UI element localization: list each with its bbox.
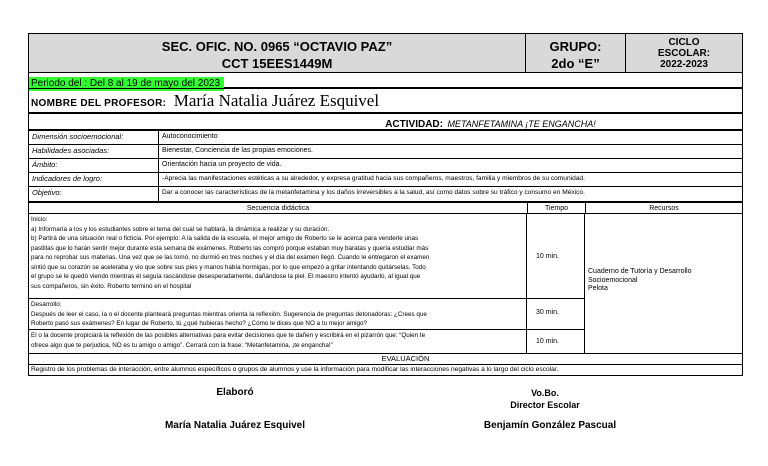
header-school-cell (28, 33, 526, 73)
inicio-line: sus compañeros, sin éxito. Roberto terminó en el hospital (31, 282, 192, 290)
elaboro-label: Elaboró (216, 387, 254, 398)
cierre-cell (28, 329, 527, 354)
info-value: -Aprecia las manifestaciones estéticas a su alrededor, y expresa gratitud hacia sus compañeros, maestros, familia y miembros de su comunidad. (158, 173, 742, 186)
profesor-name: María Natalia Juárez Esquivel (173, 91, 380, 110)
recursos-cell (584, 213, 743, 354)
actividad-label: ACTIVIDAD: (385, 119, 443, 130)
inicio-line: el grupo se le quedó viendo mientras él seguía rascándose desesperadamente, dañándose la piel. El maestro intentó ayudarlo, al igual que (31, 273, 421, 280)
recursos-line: Cuaderno de Tutoría y Desarrollo (588, 268, 692, 275)
info-label: Indicadores de logro: (32, 174, 103, 183)
grupo-label: GRUPO: (549, 39, 602, 54)
ciclo-label-1: CICLO (668, 37, 700, 48)
info-value: Bienestar, Conciencia de las propias emociones. (158, 145, 742, 158)
profesor-label: NOMBRE DEL PROFESOR: (31, 98, 167, 109)
inicio-line: sintió que su corazón se aceleraba y vio que sobre sus pies y manos había hormigas, por lo que empezó a gritar intentando quitárselas. Todo (31, 263, 426, 271)
recursos-line: Socioemocional (588, 276, 638, 284)
ciclo-value: 2022-2023 (660, 59, 708, 70)
cierre-tiempo: 10 min. (536, 338, 559, 345)
info-row-ambito (28, 158, 743, 173)
evaluacion-text-row (28, 364, 743, 376)
inicio-line: para no reprobar sus materias. Una vez que se las tomó, no durmió en tres noches y el día del examen llegó. Cuando le entregaron el examen (31, 254, 430, 261)
info-label: Habilidades asociadas: (32, 146, 110, 155)
grupo-value: 2do “E” (551, 56, 600, 71)
inicio-line: Inicio: (31, 216, 48, 223)
actividad-value: METANFETAMINA ¡TE ENGANCHA! (447, 119, 596, 129)
desarrollo-cell (28, 298, 527, 330)
info-label: Objetivo: (32, 188, 62, 197)
school-name: SEC. OFIC. NO. 0965 “OCTAVIO PAZ” (161, 39, 393, 54)
info-table (28, 130, 743, 202)
inicio-cell (28, 213, 527, 299)
inicio-line: b) Partirá de una situación real o ficticia. Por ejemplo: A la salida de la escuela, el mejor amigo de Roberto se le acerca para venderle unas (31, 235, 419, 242)
desarrollo-line: Desarrollo: (31, 301, 62, 308)
info-row-habilidades (28, 144, 743, 159)
actividad-row (28, 113, 743, 130)
school-cct: CCT 15EES1449M (221, 56, 333, 71)
info-label: Dimensión socioemocional: (32, 132, 124, 141)
info-value: Orientación hacia un proyecto de vida. (158, 159, 742, 172)
inicio-line: pastillas que lo harán sentir mejor durante esta semana de exámenes. Roberto las compró porque estaban muy baratas y quería estudiar más (31, 244, 429, 252)
secuencia-header: Secuencia didáctica (246, 205, 310, 212)
inicio-tiempo-cell (526, 213, 585, 299)
cierre-line: El o la docente propiciará la reflexión de las posibles alternativas para evitar decisiones que te dañen y escribirá en el pizarrón que: “Quien te (31, 332, 426, 339)
info-value: Dar a conocer las características de la metanfetamina y los daños irreversibles a la salud, así como datos sobre su tráfico y consumo en México. (158, 187, 742, 201)
desarrollo-tiempo: 30 min. (536, 309, 559, 316)
evaluacion-text: Registro de los problemas de interacción, entre alumnos específicos o grupos de alumnos y use la información para modificar las interacciones negativas a lo largo del ciclo escolar. (31, 366, 559, 373)
profesor-signature-name: María Natalia Juárez Esquivel (164, 420, 306, 431)
inicio-line: a) Informaría a los y los estudiantes sobre el tema del cual se hablará, la dinámica a realizar y su duración. (31, 225, 330, 233)
header-grupo-cell (525, 33, 626, 73)
info-value: Autoconocimiento (158, 131, 742, 144)
desarrollo-line: Después de leer el caso, la o el docente planteará preguntas mientras orienta la reflexión. Sugerencia de preguntas detonadoras: ¿Crees que (31, 310, 427, 318)
tiempo-header: Tiempo (527, 203, 585, 213)
periodo-highlight: Periodo del : Del 8 al 19 de mayo del 2023 (29, 77, 224, 91)
header-ciclo-cell (625, 33, 743, 73)
inicio-tiempo: 10 min. (536, 253, 559, 260)
info-label: Ámbito: (32, 160, 58, 169)
recursos-header: Recursos (585, 203, 742, 213)
vobo-label: Vo.Bo. (531, 388, 559, 398)
director-label: Director Escolar (510, 400, 580, 410)
desarrollo-line: Roberto pasó sus exámenes? En lugar de Roberto, tú ¿qué hubieras hecho? ¿Cómo le dices que NO a tu mejor amigo? (31, 320, 368, 327)
profesor-row (28, 88, 743, 113)
ciclo-label-2: ESCOLAR: (657, 48, 711, 59)
info-row-indicadores (28, 172, 743, 187)
info-row-objetivo (28, 186, 743, 202)
cierre-tiempo-cell (526, 329, 585, 354)
periodo-row (28, 72, 743, 88)
cierre-line: ofrece algo que te perjudica, NO es tu amigo o amigo”. Cerrará con la frase: “Metanfetamina, ¡te engancha!” (31, 341, 333, 349)
desarrollo-tiempo-cell (526, 298, 585, 330)
info-row-dimension (28, 130, 743, 145)
recursos-line: Pelota (588, 285, 608, 292)
director-signature-name: Benjamín González Pascual (483, 420, 617, 431)
evaluacion-title: EVALUACIÓN (381, 354, 430, 363)
